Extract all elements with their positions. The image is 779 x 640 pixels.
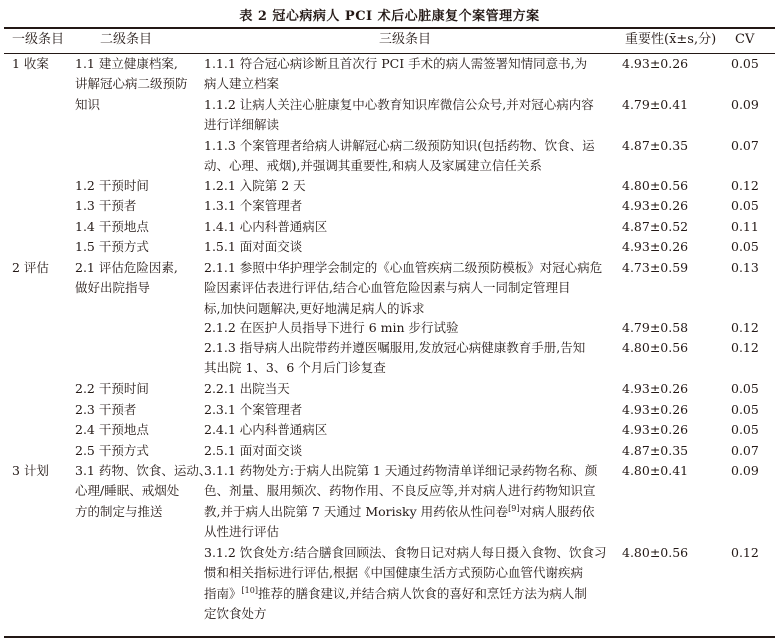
section-level2-line: 2.1 评估危险因素, [75, 260, 178, 275]
row-importance: 4.93±0.26 [622, 56, 689, 71]
row-level3-line: 2.2.1 出院当天 [204, 381, 290, 396]
row-cv: 0.12 [731, 545, 759, 560]
row-level3-line: 指南》[10]推荐的膳食建议,并结合病人饮食的喜好和烹饪方法为病人制 [204, 585, 587, 601]
row-importance: 4.79±0.58 [622, 320, 689, 335]
row-level2: 2.3 干预者 [75, 402, 137, 417]
row-level2: 1.4 干预地点 [75, 219, 149, 234]
row-importance: 4.80±0.56 [622, 340, 689, 355]
row-cv: 0.05 [731, 381, 759, 396]
table-bottom-rule [4, 636, 775, 638]
row-level3-line: 2.4.1 心内科普通病区 [204, 422, 328, 437]
row-cv: 0.11 [731, 219, 759, 234]
row-importance: 4.93±0.26 [622, 381, 689, 396]
row-level3-line: 色、剂量、服用频次、药物作用、不良反应等,并对病人进行药物知识宣 [204, 483, 596, 499]
row-level3-line: 标,加快问题解决,更好地满足病人的诉求 [204, 300, 425, 316]
citation-mark: [10] [241, 585, 258, 595]
row-level2: 1.3 干预者 [75, 198, 137, 213]
section-level1: 1 收案 [12, 56, 49, 71]
row-importance: 4.73±0.59 [622, 260, 689, 275]
row-level3-line: 定饮食处方 [204, 605, 267, 621]
row-level2: 1.5 干预方式 [75, 239, 149, 254]
row-cv: 0.05 [731, 198, 759, 213]
header-level3: 三级条目 [379, 32, 432, 47]
row-cv: 0.05 [731, 402, 759, 417]
row-importance: 4.93±0.26 [622, 198, 689, 213]
section-level2-line: 3.1 药物、饮食、运动、 [75, 463, 212, 478]
row-cv: 0.09 [731, 97, 759, 112]
row-cv: 0.12 [731, 340, 759, 355]
row-level2: 2.2 干预时间 [75, 381, 149, 396]
section-level2-line: 心理/睡眠、戒烟处 [75, 483, 180, 499]
row-level3-line: 1.4.1 心内科普通病区 [204, 219, 328, 234]
header-level1: 一级条目 [12, 32, 65, 47]
section-level2-line: 1.1 建立健康档案, [75, 56, 178, 71]
row-level3-line: 1.1.2 让病人关注心脏康复中心教育知识库微信公众号,并对冠心病内容 [204, 97, 594, 112]
header-importance: 重要性(x̄±s,分) [625, 32, 717, 47]
row-cv: 0.07 [731, 138, 759, 153]
row-importance: 4.93±0.26 [622, 422, 689, 437]
row-level3-line: 险因素评估表进行评估,结合心血管危险因素与病人一同制定管理目 [204, 280, 571, 296]
row-cv: 0.07 [731, 443, 759, 458]
row-cv: 0.09 [731, 463, 759, 478]
row-level3-line: 3.1.2 饮食处方:结合膳食回顾法、食物日记对病人每日摄入食物、饮食习 [204, 545, 607, 560]
section-level2-line: 方的制定与推送 [75, 503, 163, 519]
row-level3-line: 1.1.1 符合冠心病诊断且首次行 PCI 手术的病人需签署知情同意书,为 [204, 56, 588, 71]
row-cv: 0.13 [731, 260, 759, 275]
row-importance: 4.80±0.41 [622, 463, 689, 478]
row-importance: 4.80±0.56 [622, 545, 689, 560]
section-level2-line: 讲解冠心病二级预防 [75, 76, 188, 92]
row-importance: 4.87±0.52 [622, 219, 689, 234]
row-level2: 1.2 干预时间 [75, 178, 149, 193]
row-level2: 2.4 干预地点 [75, 422, 149, 437]
row-level3-line: 2.1.3 指导病人出院带药并遵医嘱服用,发放冠心病健康教育手册,告知 [204, 340, 586, 355]
row-importance: 4.80±0.56 [622, 178, 689, 193]
row-level3-line: 惯和相关指标进行评估,根据《中国健康生活方式预防心血管代谢疾病 [204, 565, 583, 581]
table-title: 表 2 冠心病病人 PCI 术后心脏康复个案管理方案 [239, 9, 540, 24]
row-level3-line: 1.2.1 入院第 2 天 [204, 178, 306, 193]
row-level3-line: 病人建立档案 [204, 76, 280, 92]
row-level3-line: 进行详细解读 [204, 117, 280, 133]
table-top-rule [4, 27, 775, 29]
row-importance: 4.87±0.35 [622, 443, 689, 458]
row-level3-line: 1.3.1 个案管理者 [204, 198, 303, 213]
row-importance: 4.93±0.26 [622, 402, 689, 417]
row-importance: 4.87±0.35 [622, 138, 689, 153]
row-cv: 0.12 [731, 320, 759, 335]
row-cv: 0.05 [731, 56, 759, 71]
row-level2: 2.5 干预方式 [75, 443, 149, 458]
row-level3-line: 3.1.1 药物处方:于病人出院第 1 天通过药物清单详细记录药物名称、颜 [204, 463, 598, 478]
row-level3-line: 1.5.1 面对面交谈 [204, 239, 303, 254]
section-level1: 3 计划 [12, 463, 49, 478]
row-level3-line: 从性进行评估 [204, 523, 280, 539]
row-level3-line: 2.5.1 面对面交谈 [204, 443, 303, 458]
row-importance: 4.79±0.41 [622, 97, 689, 112]
row-importance: 4.93±0.26 [622, 239, 689, 254]
row-level3-line: 动、心理、戒烟),并强调其重要性,和病人及家属建立信任关系 [204, 158, 542, 174]
header-level2: 二级条目 [100, 32, 153, 47]
header-cv: CV [735, 32, 755, 47]
row-cv: 0.05 [731, 422, 759, 437]
citation-mark: [9] [508, 503, 520, 513]
section-level2-line: 做好出院指导 [75, 280, 151, 296]
row-level3-line: 2.3.1 个案管理者 [204, 402, 303, 417]
row-cv: 0.05 [731, 239, 759, 254]
section-level2-line: 知识 [75, 96, 101, 112]
row-level3-line: 2.1.1 参照中华护理学会制定的《心血管疾病二级预防模板》对冠心病危 [204, 260, 603, 275]
row-level3-line: 1.1.3 个案管理者给病人讲解冠心病二级预防知识(包括药物、饮食、运 [204, 138, 595, 153]
row-level3-line: 教,并于病人出院第 7 天通过 Morisky 用药依从性问卷[9]对病人服药依 [204, 503, 595, 519]
row-cv: 0.12 [731, 178, 759, 193]
row-level3-line: 2.1.2 在医护人员指导下进行 6 min 步行试验 [204, 320, 459, 335]
section-level1: 2 评估 [12, 260, 49, 275]
row-level3-line: 其出院 1、3、6 个月后门诊复查 [204, 360, 386, 376]
